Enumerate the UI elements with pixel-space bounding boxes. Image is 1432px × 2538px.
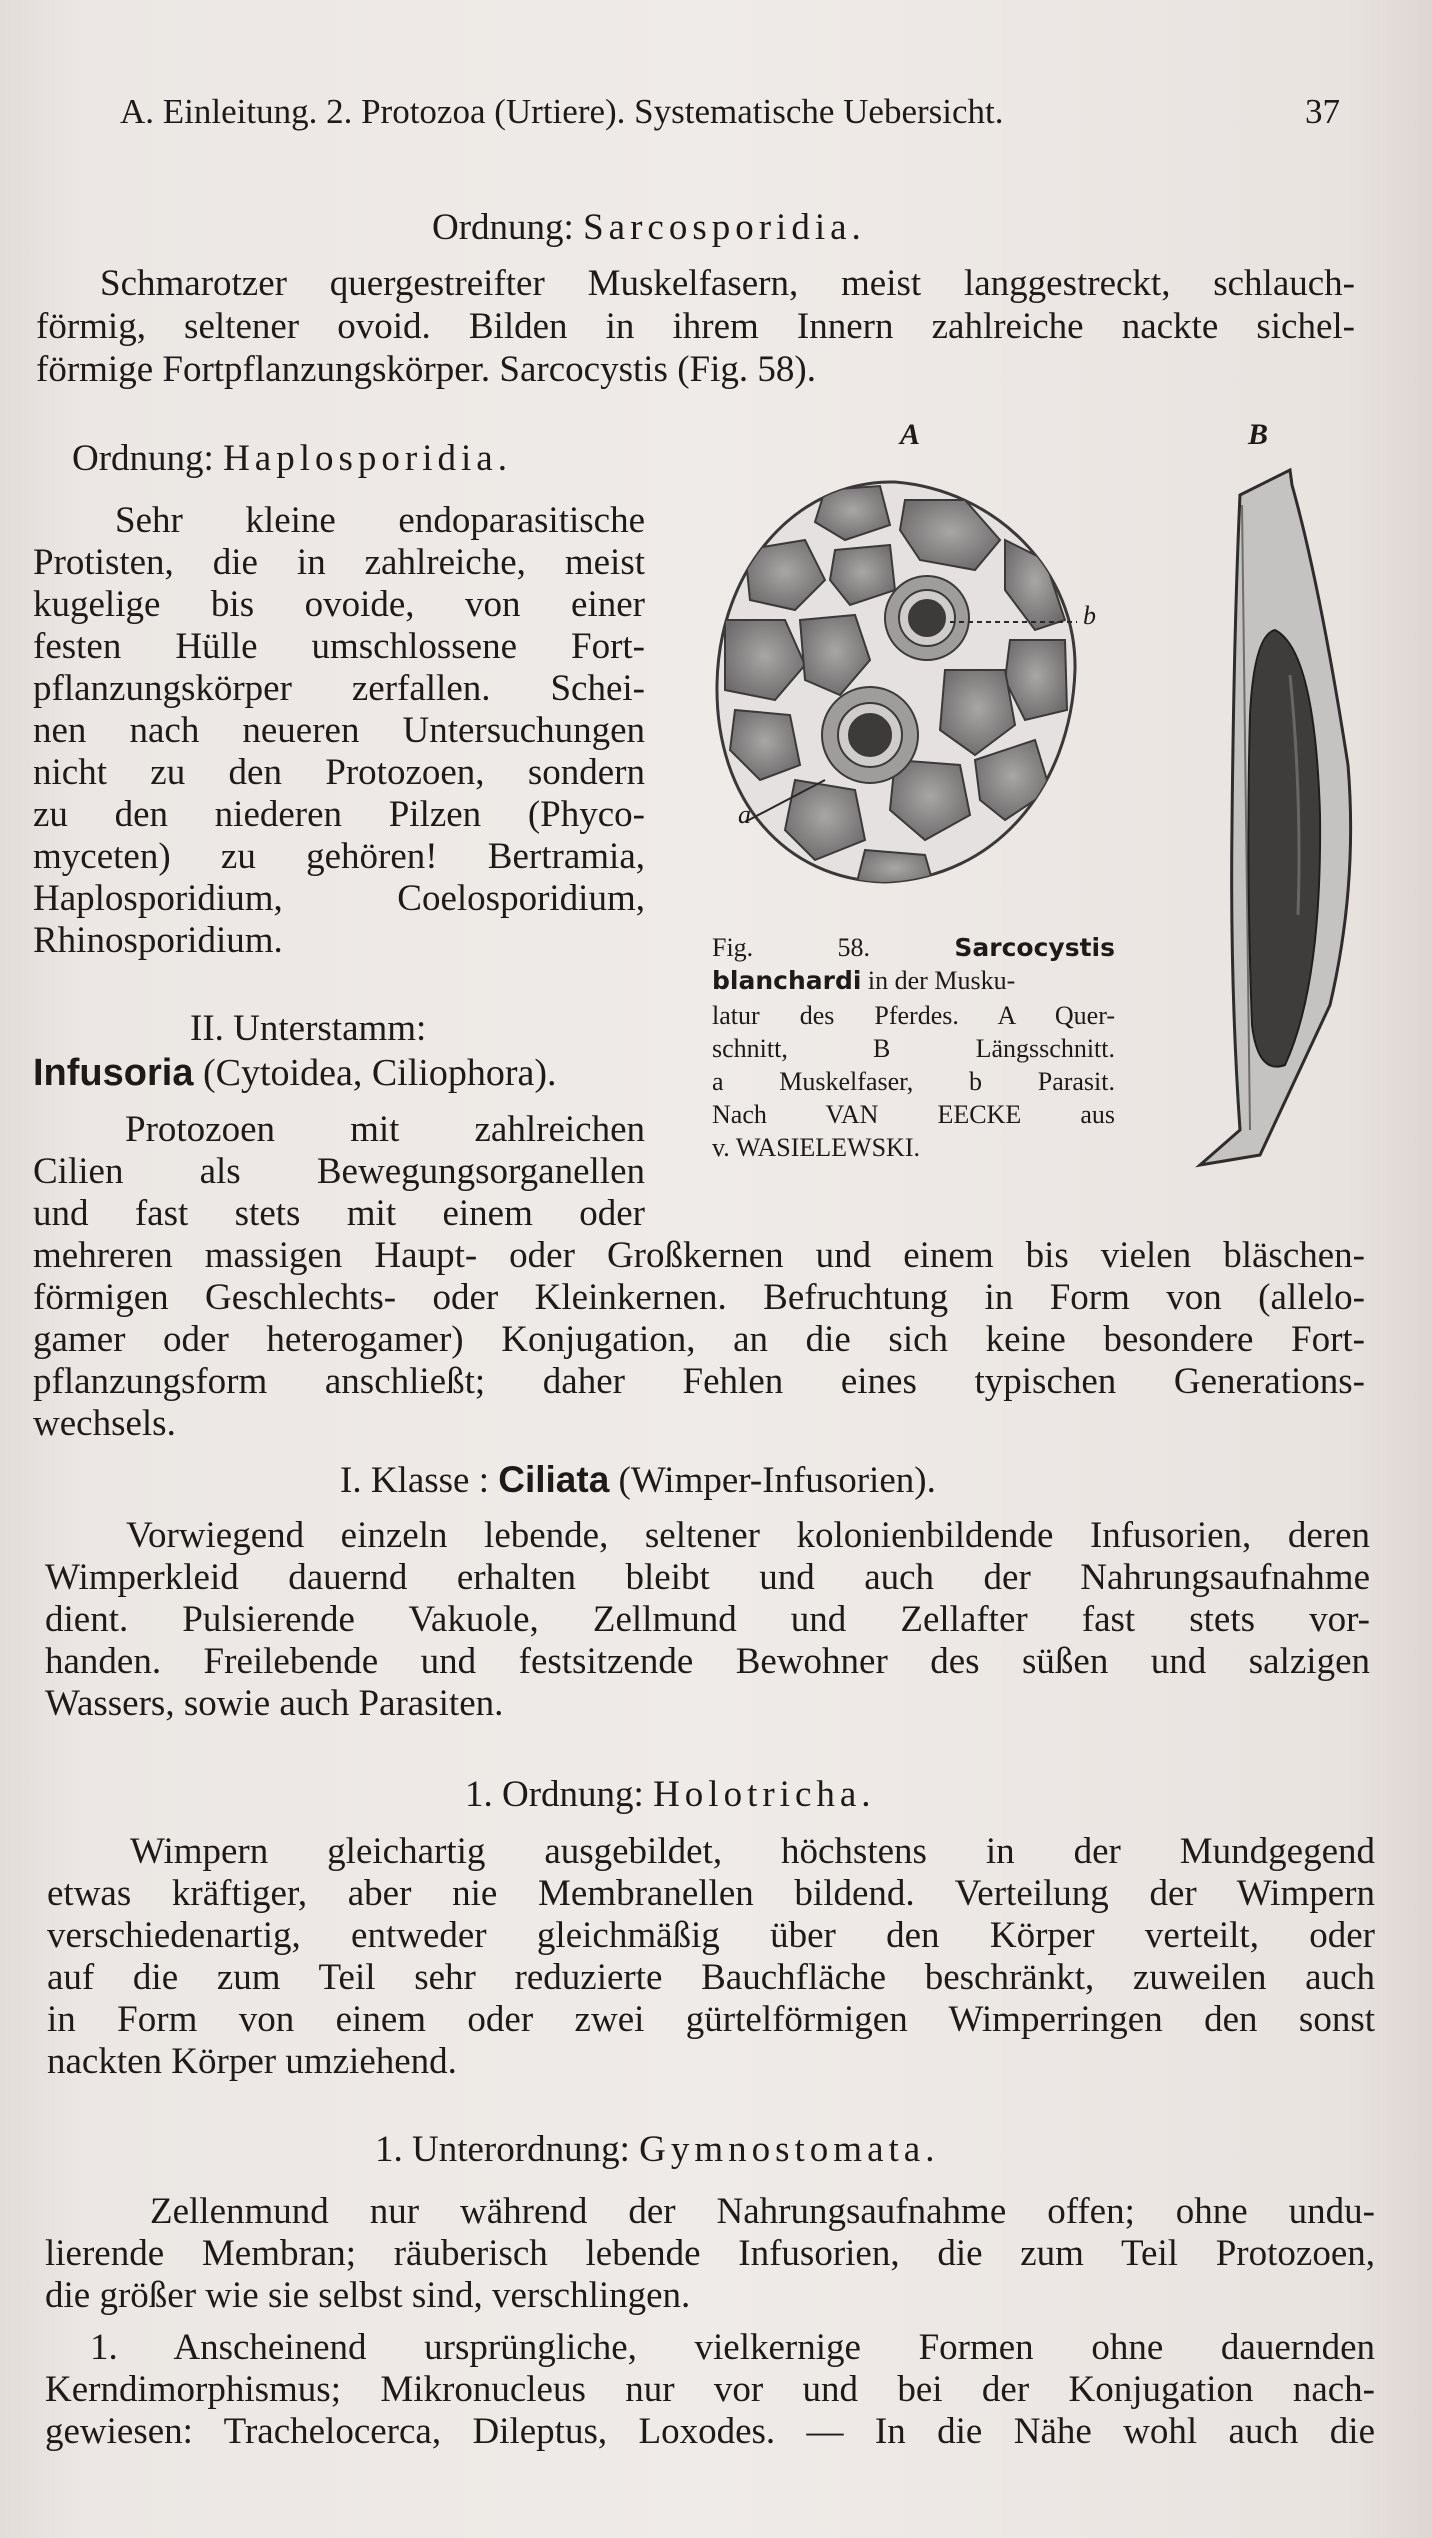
- haplosporidia-line-1: Sehr kleine endoparasitische: [115, 500, 645, 541]
- haplosporidia-line-5: pflanzungskörper zerfallen. Schei-: [33, 668, 645, 709]
- sarcosporidia-line-3: förmige Fortpflanzungskörper. Sarcocystis (Fig. 58).: [36, 349, 816, 390]
- caption-line-5: a Muskelfaser, b Parasit.: [712, 1067, 1115, 1096]
- ciliata-prefix: I. Klasse :: [340, 1460, 489, 1501]
- infusoria-line-5: förmigen Geschlechts- oder Kleinkernen. Befruchtung in Form von (allelo-: [33, 1277, 1365, 1318]
- holotricha-heading: [465, 1773, 876, 1816]
- caption-species-2: blanchardi: [712, 966, 862, 995]
- infusoria-line-3: und fast stets mit einem oder: [33, 1193, 645, 1234]
- heading-name: Haplosporidia.: [223, 438, 512, 479]
- sarcosporidia-line-2: förmig, seltener ovoid. Bilden in ihrem Innern zahlreiche nackte sichel-: [36, 306, 1355, 347]
- heading-name: Sarcosporidia.: [583, 207, 866, 248]
- figure-label-a: A: [900, 418, 921, 451]
- haplosporidia-line-3: kugelige bis ovoide, von einer: [33, 584, 645, 625]
- holotricha-line-4: auf die zum Teil sehr reduzierte Bauchfläche beschränkt, zuweilen auch: [47, 1957, 1375, 1998]
- heading-label: Ordnung:: [432, 207, 574, 248]
- infusoria-line-6: gamer oder heterogamer) Konjugation, an die sich keine besondere Fort-: [33, 1319, 1365, 1360]
- ciliata-line-4: handen. Freilebende und festsitzende Bewohner des süßen und salzigen: [45, 1641, 1370, 1682]
- infusoria-line-7: pflanzungsform anschließt; daher Fehlen eines typischen Generations-: [33, 1361, 1365, 1402]
- haplosporidia-line-7: nicht zu den Protozoen, sondern: [33, 752, 645, 793]
- ciliata-line-2: Wimperkleid dauernd erhalten bleibt und auch der Nahrungsaufnahme: [45, 1557, 1370, 1598]
- marker-b: b: [1083, 601, 1096, 630]
- ciliata-line-3: dient. Pulsierende Vakuole, Zellmund und Zellafter fast stets vor-: [45, 1599, 1370, 1640]
- unterstamm-label: II. Unterstamm:: [190, 1008, 427, 1049]
- infusoria-line-4: mehreren massigen Haupt- oder Großkernen und einem bis vielen bläschen-: [33, 1235, 1365, 1276]
- heading-label: 1. Ordnung:: [465, 1774, 644, 1815]
- running-header: A. Einleitung. 2. Protozoa (Urtiere). Systematische Uebersicht.: [120, 92, 1004, 131]
- haplosporidia-line-6: nen nach neueren Untersuchungen: [33, 710, 645, 751]
- sarcosporidia-line-1: Schmarotzer quergestreifter Muskelfasern, meist langgestreckt, schlauch-: [100, 263, 1355, 304]
- caption-line-7: v. WASIELEWSKI.: [712, 1133, 920, 1162]
- heading-label: 1. Unterordnung:: [375, 2129, 630, 2170]
- gymnostomata-heading: [375, 2128, 939, 2171]
- gymnostomata-p2-line-1: 1. Anscheinend ursprüngliche, vielkernige Formen ohne dauernden: [90, 2327, 1375, 2368]
- caption-line-3: latur des Pferdes. A Quer-: [712, 1001, 1115, 1030]
- gymnostomata-line-1: Zellenmund nur während der Nahrungsaufnahme offen; ohne undu-: [150, 2191, 1375, 2232]
- ciliata-name: Ciliata: [498, 1459, 610, 1500]
- sarcosporidia-heading: [432, 206, 866, 249]
- caption-species-1: Sarcocystis: [954, 933, 1116, 962]
- infusoria-name: Infusoria: [33, 1052, 194, 1094]
- ciliata-line-1: Vorwiegend einzeln lebende, seltener kolonienbildende Infusorien, deren: [126, 1515, 1370, 1556]
- marker-a: a: [738, 800, 751, 829]
- gymnostomata-line-2: lierende Membran; räuberisch lebende Infusorien, die zum Teil Protozoen,: [45, 2233, 1375, 2274]
- gymnostomata-line-3: die größer wie sie selbst sind, verschlingen.: [45, 2275, 691, 2316]
- ciliata-suffix: (Wimper-Infusorien).: [609, 1460, 936, 1501]
- holotricha-line-3: verschiedenartig, entweder gleichmäßig über den Körper verteilt, oder: [47, 1915, 1375, 1956]
- holotricha-line-5: in Form von einem oder zwei gürtelförmigen Wimperringen den sonst: [47, 1999, 1375, 2040]
- infusoria-line-2: Cilien als Bewegungsorganellen: [33, 1151, 645, 1192]
- caption-line-6: Nach VAN EECKE aus: [712, 1100, 1115, 1129]
- infusoria-line-1: Protozoen mit zahlreichen: [125, 1109, 645, 1150]
- haplosporidia-line-9: myceten) zu gehören! Bertramia,: [33, 836, 645, 877]
- haplosporidia-line-11: Rhinosporidium.: [33, 920, 283, 961]
- holotricha-line-6: nackten Körper umziehend.: [47, 2041, 457, 2082]
- infusoria-line-8: wechsels.: [33, 1403, 176, 1444]
- longitudinal-section-illustration: [1190, 465, 1360, 1170]
- ciliata-line-5: Wassers, sowie auch Parasiten.: [45, 1683, 504, 1724]
- figure-label-b: B: [1248, 418, 1269, 451]
- heading-name: Gymnostomata.: [639, 2129, 940, 2170]
- caption-line-1: [712, 932, 1115, 964]
- gymnostomata-p2-line-2: Kerndimorphismus; Mikronucleus nur vor und bei der Konjugation nach-: [45, 2369, 1375, 2410]
- caption-rest-1: in der Musku-: [867, 966, 1016, 995]
- infusoria-synonyms: (Cytoidea, Ciliophora).: [193, 1052, 557, 1094]
- infusoria-heading: [33, 1050, 557, 1096]
- ciliata-heading: [340, 1458, 936, 1502]
- haplosporidia-line-8: zu den niederen Pilzen (Phyco-: [33, 794, 645, 835]
- caption-line-4: schnitt, B Längsschnitt.: [712, 1034, 1115, 1063]
- caption-line-2: [712, 965, 1015, 997]
- caption-fig-no: Fig. 58.: [712, 933, 871, 962]
- cross-section-illustration: [705, 470, 1085, 900]
- haplosporidia-heading: [72, 437, 512, 480]
- gymnostomata-p2-line-3: gewiesen: Trachelocerca, Dileptus, Loxodes. — In die Nähe wohl auch die: [45, 2411, 1375, 2452]
- page-number: 37: [1305, 92, 1340, 131]
- haplosporidia-line-2: Protisten, die in zahlreiche, meist: [33, 542, 645, 583]
- holotricha-line-1: Wimpern gleichartig ausgebildet, höchstens in der Mundgegend: [130, 1831, 1375, 1872]
- heading-name: Holotricha.: [653, 1774, 876, 1815]
- heading-label: Ordnung:: [72, 438, 214, 479]
- haplosporidia-line-4: festen Hülle umschlossene Fort-: [33, 626, 645, 667]
- haplosporidia-line-10: Haplosporidium, Coelosporidium,: [33, 878, 645, 919]
- holotricha-line-2: etwas kräftiger, aber nie Membranellen bildend. Verteilung der Wimpern: [47, 1873, 1375, 1914]
